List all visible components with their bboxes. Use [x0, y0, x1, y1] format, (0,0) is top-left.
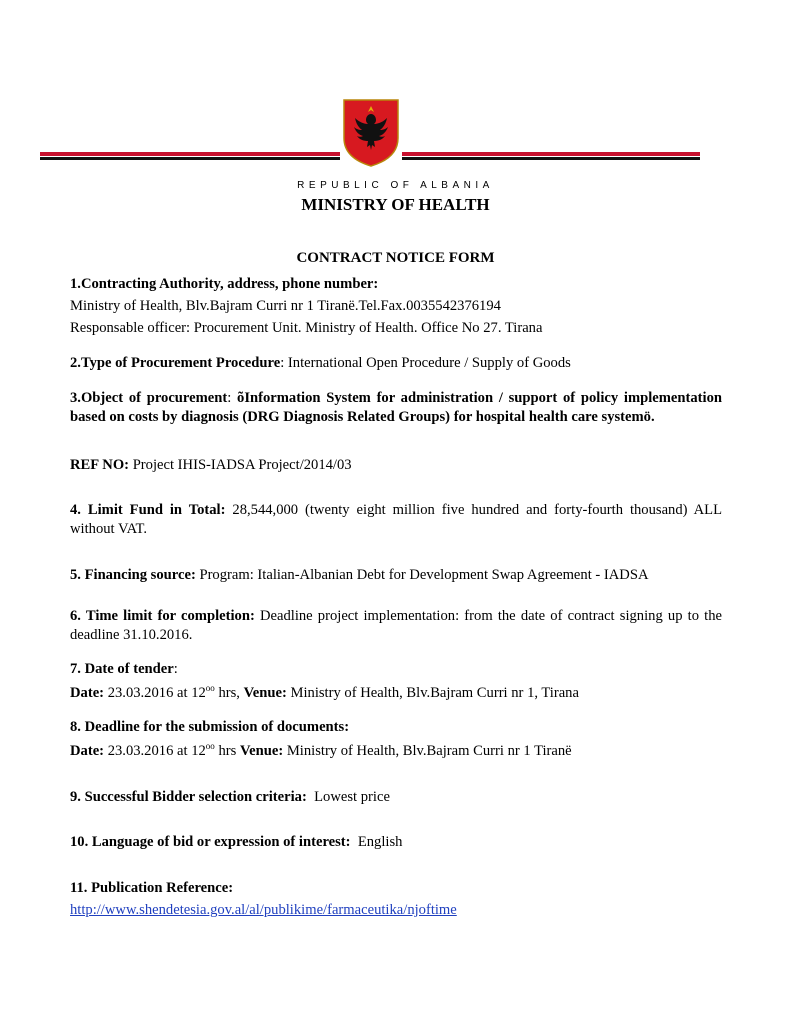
header-rule-left-red — [40, 152, 340, 156]
section-heading: 7. Date of tender — [70, 661, 174, 677]
date-superscript: oo — [205, 741, 215, 752]
section-heading: 11. Publication Reference: — [70, 880, 234, 896]
publication-link[interactable]: http://www.shendetesia.gov.al/al/publikime/farmaceutika/njoftime — [70, 902, 457, 918]
section-value: Lowest price — [306, 789, 390, 805]
section-heading-colon: : — [173, 661, 178, 677]
section-heading: 1.Contracting Authority, address, phone number: — [70, 276, 379, 292]
section-ref-no — [70, 456, 722, 475]
header-rule-right-red — [402, 152, 700, 156]
section-label: 6. Time limit for completion: — [70, 608, 255, 624]
section-value: Project IHIS-IADSA Project/2014/03 — [129, 457, 352, 473]
responsible-officer: Responsable officer: Procurement Unit. Ministry of Health. Office No 27. Tirana — [70, 320, 543, 336]
section-limit-fund — [70, 501, 722, 539]
section-value: English — [350, 834, 403, 850]
section-financing-source — [70, 566, 722, 585]
section-submission-deadline — [70, 718, 722, 761]
section-language — [70, 833, 722, 852]
section-object: 3.Object of procurement: õInformation System for administration / support of policy implementation based on costs by diagnosis (DRG Diagnosis Related Groups) for hospital health care systemö. — [70, 390, 722, 425]
section-publication-reference — [70, 879, 722, 920]
date-label: Date: — [70, 685, 105, 701]
section-date-of-tender — [70, 660, 722, 703]
date-superscript: oo — [205, 683, 215, 694]
hrs-text: hrs — [214, 743, 240, 759]
date-label: Date: — [70, 743, 105, 759]
section-value: Deadline project implementation: from the date of contract signing up to the deadline 31.10.2016. — [70, 608, 722, 643]
section-label: 10. Language of bid or expression of interest: — [70, 834, 351, 850]
section-contracting-authority — [70, 275, 722, 338]
venue-label: Venue: — [239, 743, 284, 759]
albanian-eagle-crest-icon — [342, 98, 400, 168]
venue-value: Ministry of Health, Blv.Bajram Curri nr 1, Tirana — [286, 685, 579, 701]
date-value: 23.03.2016 at 12 — [104, 685, 206, 701]
section-value: : International Open Procedure / Supply of Goods — [280, 355, 571, 371]
ministry-title: MINISTRY OF HEALTH — [301, 195, 490, 214]
section-value: õInformation System for administration / support of policy implementation based on costs by diagnosis (DRG Diagnosis Related Groups) for hospital health care systemö. — [70, 390, 722, 425]
section-label: REF NO: — [70, 457, 130, 473]
venue-value: Ministry of Health, Blv.Bajram Curri nr 1 Tiranë — [283, 743, 572, 759]
section-time-limit — [70, 607, 722, 645]
section-label: 9. Successful Bidder selection criteria: — [70, 789, 307, 805]
section-selection-criteria — [70, 788, 722, 807]
header-rule-left-black — [40, 157, 340, 160]
section-value: 28,544,000 (twenty eight million five hundred and forty-fourth thousand) ALL without VAT. — [70, 502, 723, 537]
section-label: 2.Type of Procurement Procedure — [70, 355, 281, 371]
republic-label: REPUBLIC OF ALBANIA — [297, 180, 494, 191]
section-procedure-type — [70, 354, 722, 373]
form-title: CONTRACT NOTICE FORM — [296, 250, 495, 266]
date-value: 23.03.2016 at 12 — [104, 743, 206, 759]
authority-address: Ministry of Health, Blv.Bajram Curri nr 1 Tiranë.Tel.Fax.0035542376194 — [70, 298, 501, 314]
venue-label: Venue: — [243, 685, 287, 701]
section-label: 4. Limit Fund in Total: — [70, 502, 226, 518]
section-value: Program: Italian-Albanian Debt for Development Swap Agreement - IADSA — [195, 567, 649, 583]
header-rule-right-black — [402, 157, 700, 160]
section-label: 3.Object of procurement — [70, 390, 228, 406]
section-label: 5. Financing source: — [70, 567, 196, 583]
section-heading: 8. Deadline for the submission of documents: — [70, 719, 350, 735]
hrs-text: hrs, — [214, 685, 244, 701]
